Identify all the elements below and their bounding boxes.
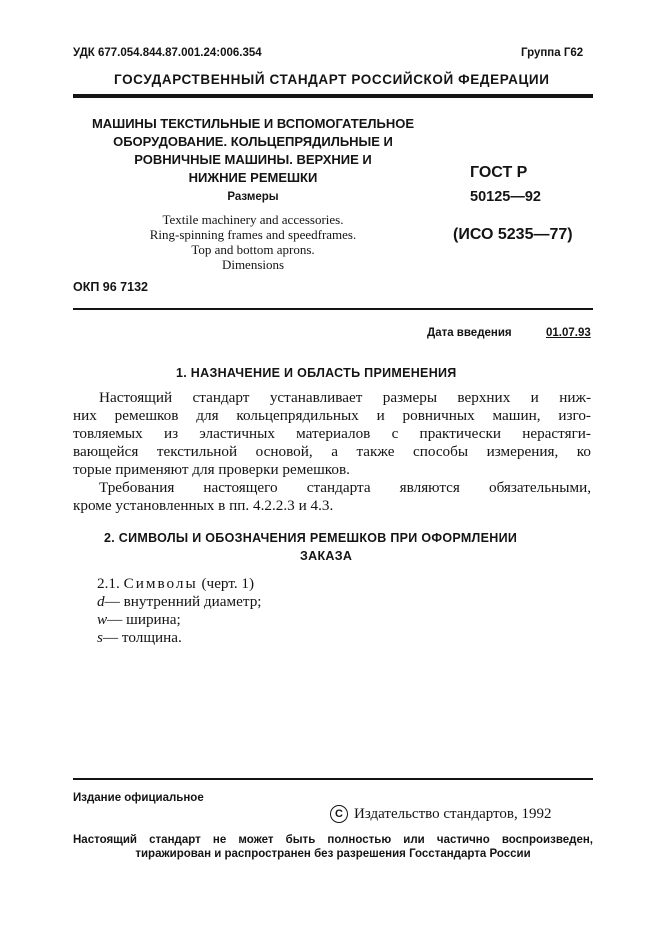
item-reference: (черт. 1) — [201, 575, 255, 592]
copyright-text: Издательство стандартов, 1992 — [354, 806, 552, 822]
official-edition: Издание официальное — [73, 792, 204, 804]
copyright-line — [330, 805, 551, 823]
authority-heading: ГОСУДАРСТВЕННЫЙ СТАНДАРТ РОССИЙСКОЙ ФЕДЕРАЦИИ — [114, 72, 550, 87]
copyright-icon: C — [330, 805, 348, 823]
paragraph-line: торые применяют для проверки ремешков. — [73, 461, 350, 478]
footer-rule — [73, 778, 593, 780]
title-line: МАШИНЫ ТЕКСТИЛЬНЫЕ И ВСПОМОГАТЕЛЬНОЕ — [91, 116, 415, 131]
english-title-line: Dimensions — [221, 257, 285, 272]
paragraph-line: товляемых из эластичных материалов с практически нерастяги- — [73, 425, 591, 442]
section1-paragraph1 — [73, 389, 591, 479]
paragraph-line: вающейся текстильной основой, а также способы измерения, ко — [73, 443, 591, 460]
symbol-row — [97, 611, 262, 629]
document-title — [74, 115, 432, 187]
symbol-row — [97, 629, 262, 647]
udk-code: УДК 677.054.844.87.001.24:006.354 — [73, 47, 262, 59]
symbol: d — [97, 593, 105, 610]
section2-heading-line2: ЗАКАЗА — [300, 549, 353, 563]
group-code: Группа Г62 — [521, 47, 584, 59]
symbol: s — [97, 629, 103, 646]
symbols-item-title — [97, 575, 262, 593]
gost-number: 50125—92 — [470, 189, 541, 205]
title-line: НИЖНИЕ РЕМЕШКИ — [188, 170, 318, 185]
intro-date-label: Дата введения — [427, 327, 512, 339]
paragraph-line: них ремешков для кольцепрядильных и ровничных машин, изго- — [73, 407, 591, 424]
symbol-description: — толщина. — [102, 629, 182, 646]
notice-line: тиражирован и распространен без разрешения Госстандарта России — [135, 848, 531, 860]
symbol: w — [97, 611, 108, 628]
symbol-row — [97, 593, 262, 611]
intro-date-value: 01.07.93 — [546, 327, 591, 339]
paragraph-line: Настоящий стандарт устанавливает размеры верхних и ниж- — [99, 389, 591, 406]
symbol-description: — ширина; — [107, 611, 181, 628]
reproduction-notice — [73, 833, 593, 861]
subtitle: Размеры — [227, 191, 279, 203]
okp-code: ОКП 96 7132 — [73, 280, 148, 294]
title-line: ОБОРУДОВАНИЕ. КОЛЬЦЕПРЯДИЛЬНЫЕ И — [113, 134, 393, 149]
symbol-description: — внутренний диаметр; — [104, 593, 262, 610]
title-rule — [73, 308, 593, 310]
header-rule — [73, 94, 593, 98]
section1-paragraph2 — [73, 479, 591, 515]
notice-line: Настоящий стандарт не может быть полностью или частично воспроизведен, — [73, 834, 593, 846]
gost-label: ГОСТ Р — [470, 164, 528, 181]
item-number: 2.1. — [97, 575, 120, 592]
english-title-line: Textile machinery and accessories. — [162, 212, 344, 227]
english-title-line: Top and bottom aprons. — [191, 242, 315, 257]
section2-heading-line1: 2. СИМВОЛЫ И ОБОЗНАЧЕНИЯ РЕМЕШКОВ ПРИ ОФОРМЛЕНИИ — [104, 531, 518, 545]
english-title — [74, 212, 432, 272]
symbols-item — [97, 575, 262, 647]
item-label: Символы — [123, 575, 198, 592]
english-title-line: Ring-spinning frames and speedframes. — [149, 227, 357, 242]
paragraph-line: Требования настоящего стандарта являются обязательными, — [99, 479, 591, 496]
title-line: РОВНИЧНЫЕ МАШИНЫ. ВЕРХНИЕ И — [134, 152, 372, 167]
paragraph-line: кроме установленных в пп. 4.2.2.3 и 4.3. — [73, 497, 334, 514]
iso-reference: (ИСО 5235—77) — [453, 226, 573, 243]
section1-heading: 1. НАЗНАЧЕНИЕ И ОБЛАСТЬ ПРИМЕНЕНИЯ — [176, 366, 457, 380]
